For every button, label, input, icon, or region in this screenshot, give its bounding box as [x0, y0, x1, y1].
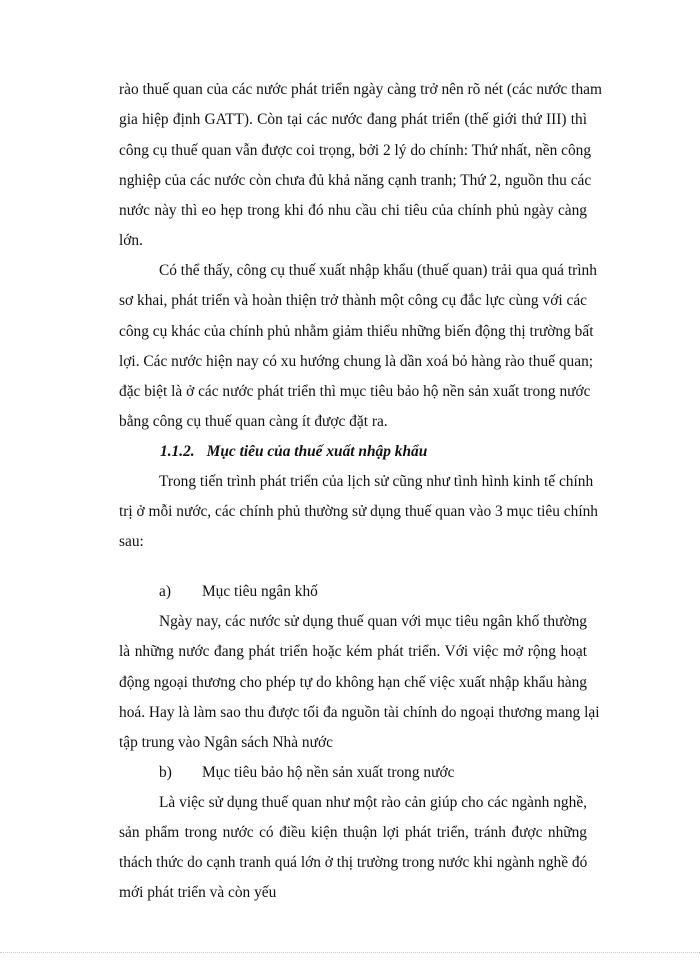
item-a-body-line: Ngày nay, các nước sử dụng thuế quan với mục tiêu ngân khố thường [159, 613, 587, 630]
list-label-a: a) [159, 583, 171, 600]
paragraph-1-line: công cụ thuế quan vẫn được coi trọng, bởi 2 lý do chính: Thứ nhất, nền công [119, 142, 592, 159]
item-a-body-line: tập trung vào Ngân sách Nhà nước [119, 734, 333, 751]
item-b-body-line: Là việc sử dụng thuế quan như một rào cản giúp cho các ngành nghề, [159, 794, 587, 811]
paragraph-2-line: lợi. Các nước hiện nay có xu hướng chung là dần xoá bỏ hàng rào thuế quan; [119, 353, 594, 370]
paragraph-2-line: đặc biệt là ở các nước phát triển thì mục tiêu bảo hộ nền sản xuất trong nước [119, 383, 591, 400]
section-heading [160, 442, 427, 462]
section-number: 1.1.2. [160, 443, 195, 460]
paragraph-1-line: gia hiệp định GATT). Còn tại các nước đang phát triển (thế giới thứ III) thì [119, 111, 587, 128]
item-b-body-line: thách thức do cạnh tranh quá lớn ở thị trường trong nước khi ngành nghề đó [119, 854, 588, 871]
list-label-b: b) [159, 764, 172, 781]
paragraph-3-line: trị ở mỗi nước, các chính phủ thường sử dụng thuế quan vào 3 mục tiêu chính [119, 503, 599, 520]
paragraph-2-line: sơ khai, phát triển và hoàn thiện trở thành một công cụ đắc lực cùng với các [119, 292, 587, 309]
paragraph-3-line: Trong tiến trình phát triển của lịch sử cũng như tình hình kinh tế chính [159, 473, 594, 490]
item-a-body-line: động ngoại thương cho phép tự do không hạn chế việc xuất nhập khẩu hàng [119, 674, 587, 691]
item-a-body-line: là những nước đang phát triển hoặc kém phát triển. Với việc mở rộng hoạt [119, 643, 587, 660]
paragraph-2-line: bằng công cụ thuế quan càng ít được đặt ra. [119, 413, 388, 430]
list-title-b: Mục tiêu bảo hộ nền sản xuất trong nước [202, 764, 455, 781]
page-bottom-divider [0, 952, 700, 953]
item-b-body-line: sản phẩm trong nước có điều kiện thuận lợi phát triển, tránh được những [119, 824, 587, 841]
section-title: Mục tiêu của thuế xuất nhập khẩu [206, 443, 428, 460]
item-b-body-line: mới phát triển và còn yếu [119, 884, 277, 901]
paragraph-1-line: nghiệp của các nước còn chưa đủ khả năng cạnh tranh; Thứ 2, nguồn thu các [119, 172, 592, 189]
list-title-a: Mục tiêu ngân khố [202, 583, 318, 600]
paragraph-2-line: Có thể thấy, công cụ thuế xuất nhập khẩu (thuế quan) trải qua quá trình [159, 262, 597, 279]
paragraph-1-line: rào thuế quan của các nước phát triển ngày càng trở nên rõ nét (các nước tham [119, 81, 602, 98]
item-a-body-line: hoá. Hay là làm sao thu được tối đa nguồn tài chính do ngoại thương mang lại [119, 704, 600, 721]
paragraph-2-line: công cụ khác của chính phủ nhằm giảm thiểu những biến động thị trường bất [119, 323, 594, 340]
paragraph-3-line: sau: [119, 533, 144, 550]
paragraph-1-line: nước này thì eo hẹp trong khi đó nhu cầu chi tiêu của chính phủ ngày càng [119, 202, 587, 219]
paragraph-1-line: lớn. [119, 232, 143, 249]
